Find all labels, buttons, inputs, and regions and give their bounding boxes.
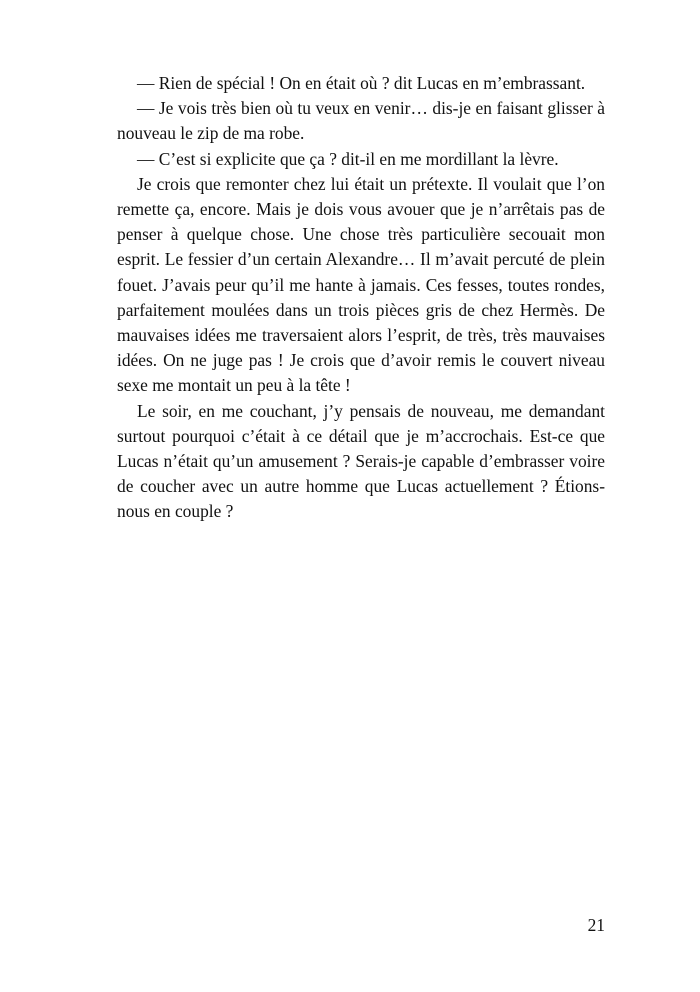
paragraph-dialogue-1: — Rien de spécial ! On en était où ? dit Lucas en m’embrassant. — [137, 73, 586, 93]
body-text — [117, 71, 605, 525]
paragraph-narration-2: Le soir, en me couchant, j’y pensais de nouveau, me demandant surtout pourquoi c’était à ce détail que je m’accrochais. Est-ce que Lucas n’était qu’un amusement ? Serais-je capable d’embrasser voire de coucher avec un autre homme que Lucas actuellement ? Étions-nous en couple ? — [117, 400, 605, 522]
paragraph-narration-1: Je crois que remonter chez lui était un prétexte. Il voulait que l’on remette ça, encore. Mais je dois vous avouer que je n’arrêtais pas de penser à quelque chose. Une chose très particulière secouait mon esprit. Le fessier d’un certain Alexandre… Il m’avait percuté de plein fouet. J’avais peur qu’il me hante à jamais. Ces fesses, toutes rondes, parfaitement moulées dans un trois pièces gris de chez Hermès. De mauvaises idées me traversaient alors l’esprit, de très, très mauvaises idées. On ne juge pas ! Je crois que d’avoir remis le couvert niveau sexe me montait un peu à la tête ! — [117, 173, 605, 396]
paragraph-dialogue-2: — Je vois très bien où tu veux en venir… dis-je en faisant glisser à nouveau le zip de ma robe. — [117, 98, 605, 144]
paragraph-dialogue-3: — C’est si explicite que ça ? dit-il en me mordillant la lèvre. — [137, 148, 559, 169]
page-number: 21 — [587, 915, 605, 935]
